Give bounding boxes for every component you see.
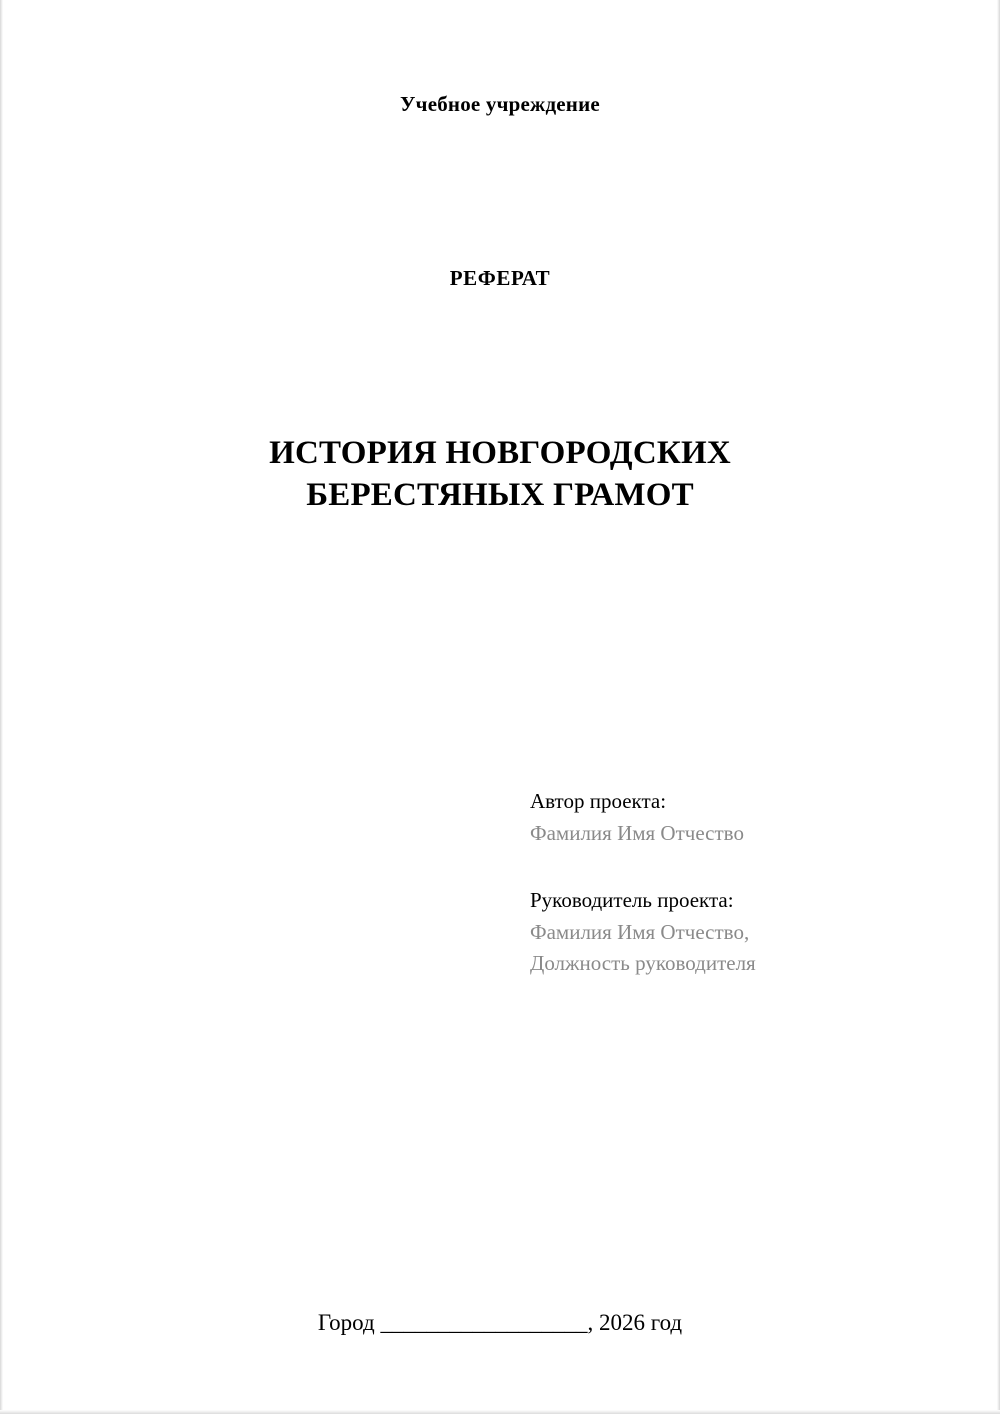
institution-name: Учебное учреждение bbox=[400, 92, 600, 116]
city-and-year-footer: Город __________________, 2026 год bbox=[317, 1310, 683, 1335]
title-line-2: БЕРЕСТЯНЫХ ГРАМОТ bbox=[306, 477, 694, 514]
page-edge-bottom bbox=[0, 1410, 1000, 1414]
supervisor-label: Руководитель проекта: bbox=[530, 888, 734, 912]
supervisor-value-line-2: Должность руководителя bbox=[530, 951, 756, 975]
page-edge-left bbox=[0, 0, 3, 1414]
supervisor-value-line-1: Фамилия Имя Отчество, bbox=[530, 919, 750, 944]
author-value: Фамилия Имя Отчество bbox=[530, 820, 744, 845]
document-type-heading: РЕФЕРАТ bbox=[449, 266, 551, 290]
author-label: Автор проекта: bbox=[530, 789, 667, 813]
title-line-1: ИСТОРИЯ НОВГОРОДСКИХ bbox=[269, 435, 731, 471]
credits-block bbox=[530, 786, 930, 980]
credits-spacer bbox=[530, 849, 930, 885]
document-title bbox=[0, 432, 1000, 516]
